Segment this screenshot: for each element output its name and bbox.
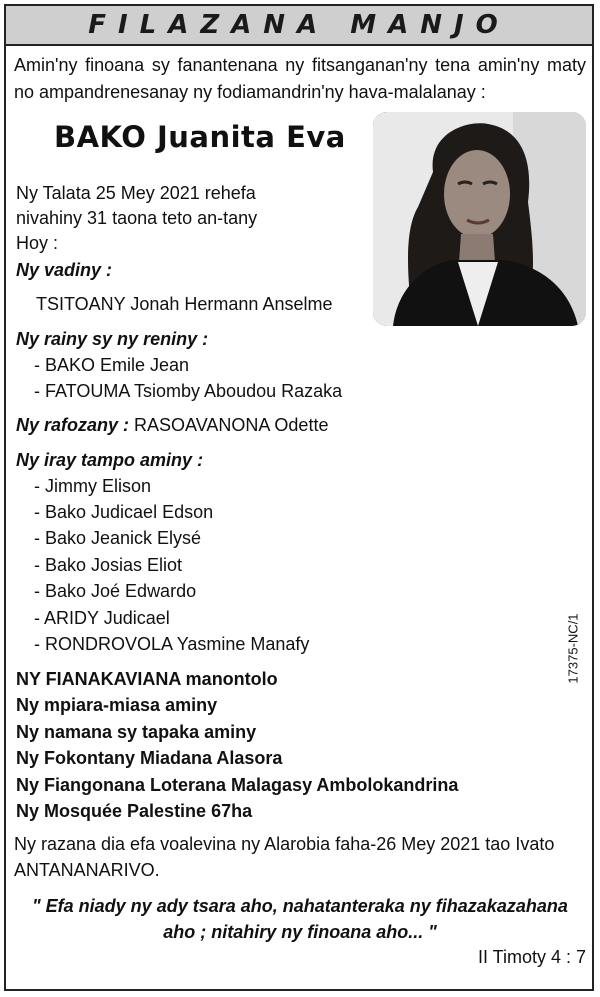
burial-text: Ny razana dia efa voalevina ny Alarobia faha-26 Mey 2021 tao Ivato ANTANANARIVO. bbox=[14, 834, 555, 880]
sibling-item: - Bako Josias Eliot bbox=[34, 555, 183, 575]
spouse-name: TSITOANY Jonah Hermann Anselme bbox=[36, 294, 333, 314]
bible-quote: " Efa niady ny ady tsara aho, nahatanteraka ny fihazakazahana aho ; nitahiry ny finoana aho... " bbox=[32, 896, 568, 942]
portrait-photo bbox=[373, 112, 586, 326]
sibling-item: - RONDROVOLA Yasmine Manafy bbox=[34, 634, 310, 654]
bible-reference: II Timoty 4 : 7 bbox=[477, 947, 586, 967]
group-item: Ny mpiara-miasa aminy bbox=[16, 695, 218, 715]
inlaw-label: Ny rafozany : bbox=[16, 415, 130, 435]
portrait-image bbox=[373, 112, 586, 326]
sibling-item: - Bako Judicael Edson bbox=[34, 502, 214, 522]
group-item: NY FIANAKAVIANA manontolo bbox=[16, 669, 278, 689]
parent-item: - BAKO Emile Jean bbox=[34, 355, 190, 375]
sibling-item: - Bako Jeanick Elysé bbox=[34, 528, 202, 548]
ad-code bbox=[561, 598, 585, 708]
sibling-item: - Jimmy Elison bbox=[34, 476, 152, 496]
parents-label: Ny rainy sy ny reniny : bbox=[16, 329, 209, 349]
banner-title: FILAZANA MANJO bbox=[88, 10, 510, 40]
deceased-name: BAKO Juanita Eva bbox=[54, 120, 346, 154]
group-item: Ny Fokontany Miadana Alasora bbox=[16, 748, 283, 768]
death-date: Ny Talata 25 Mey 2021 rehefa bbox=[16, 183, 256, 203]
sibling-item: - Bako Joé Edwardo bbox=[34, 581, 197, 601]
hoy-label: Hoy : bbox=[16, 233, 59, 253]
inlaw-name: RASOAVANONA Odette bbox=[134, 415, 329, 435]
ad-code-text: 17375-NC/1 bbox=[565, 613, 581, 684]
siblings-label: Ny iray tampo aminy : bbox=[16, 450, 204, 470]
group-item: Ny Fiangonana Loterana Malagasy Ambolokandrina bbox=[16, 775, 459, 795]
inlaw-line bbox=[16, 413, 328, 437]
spouse-label: Ny vadiny : bbox=[16, 260, 113, 280]
parent-item: - FATOUMA Tsiomby Aboudou Razaka bbox=[34, 381, 343, 401]
notice-banner bbox=[6, 6, 592, 46]
age-line: nivahiny 31 taona teto an-tany bbox=[16, 208, 258, 228]
group-item: Ny Mosquée Palestine 67ha bbox=[16, 801, 253, 821]
group-item: Ny namana sy tapaka aminy bbox=[16, 722, 257, 742]
sibling-item: - ARIDY Judicael bbox=[34, 608, 170, 628]
intro-text: Amin'ny finoana sy fanantenana ny fitsanganan'ny tena amin'ny maty no ampandrenesanay ny fodiamandrin'ny hava-malalanay : bbox=[14, 55, 586, 102]
